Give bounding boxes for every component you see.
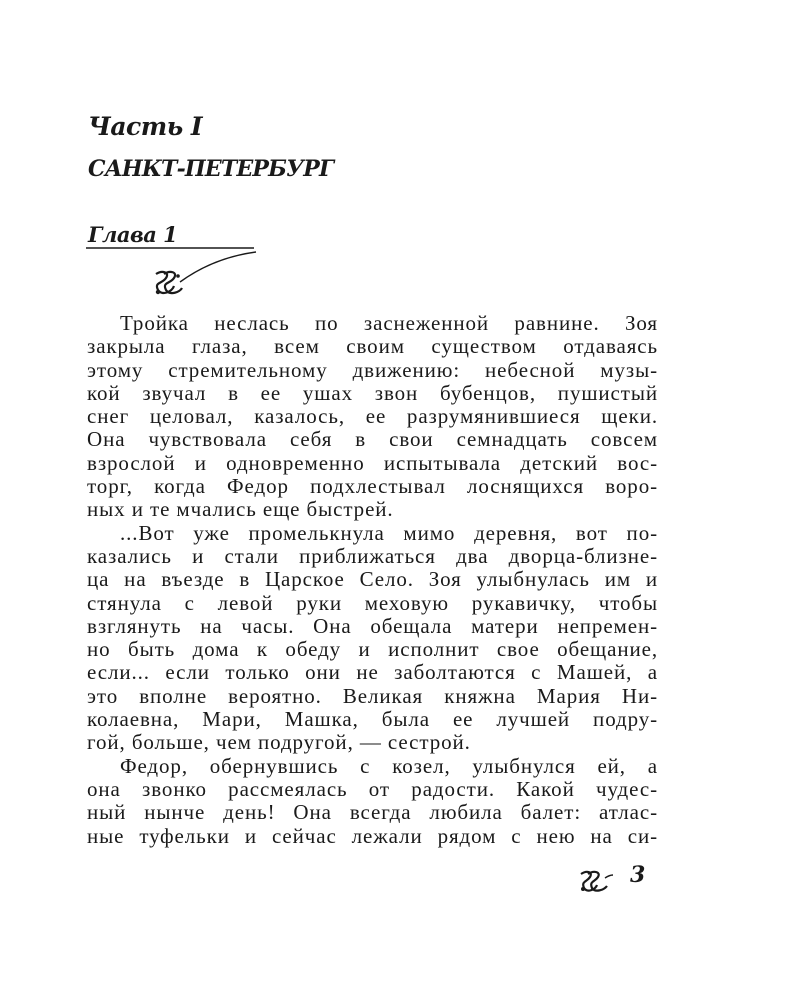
body-text [87,312,658,848]
text-line: кой звучал в ее ушах звон бубенцов, пушистый [87,380,658,405]
text-line: казались и стали приближаться два дворца-близне- [87,543,658,568]
text-line: ные туфельки и сейчас лежали рядом с нею на си- [87,823,658,848]
text-line: снег целовал, казалось, ее разрумянившиеся щеки. [87,404,658,429]
text-line: закрыла глаза, всем своим существом отдаваясь [87,334,658,359]
text-line: Тройка неслась по заснеженной равнине. Зоя [120,311,658,335]
chapter-title: Глава 1 [88,222,178,247]
text-line: Она чувствовала себя в свои семнадцать совсем [87,427,658,452]
part-title: Часть I [88,112,203,141]
text-line: взглянуть на часы. Она обещала матери непремен- [87,613,658,638]
chapter-ornament [86,244,258,300]
text-line: ных и те мчались еще быстрей. [87,497,394,522]
text-line: если... если только они не заболтаются с Машей, а [87,660,658,685]
fleuron-icon [156,272,182,294]
ornament-swash [180,252,256,282]
text-line: но быть дома к обеду и исполнит свое обещание, [87,637,658,662]
fleuron-icon [577,866,613,896]
text-line: она звонко рассмеялась от радости. Какой чудес- [87,776,658,801]
text-line: ...Вот уже промелькнула мимо деревня, вот по- [120,520,658,545]
text-line: гой, больше, чем подругой, — сестрой. [87,730,471,755]
text-line: торг, когда Федор подхлестывал лоснящихся воро- [87,474,658,499]
text-line: взрослой и одновременно испытывала детский вос- [87,450,658,475]
text-line: ца на въезде в Царское Село. Зоя улыбнулась им и [87,567,658,592]
text-line: Федор, обернувшись с козел, улыбнулся ей, а [120,753,658,778]
text-line: колаевна, Мари, Машка, была ее лучшей подру- [87,707,658,732]
text-line: стянула с левой руки меховую рукавичку, чтобы [87,590,658,615]
text-line: это вполне вероятно. Великая княжна Мария Ни- [87,683,658,708]
text-line: этому стремительному движению: небесной музы- [87,357,658,382]
text-line: ный нынче день! Она всегда любила балет: атлас- [87,800,658,825]
part-subtitle: САНКТ-ПЕТЕРБУРГ [88,156,334,182]
page-number: 3 [630,862,646,888]
